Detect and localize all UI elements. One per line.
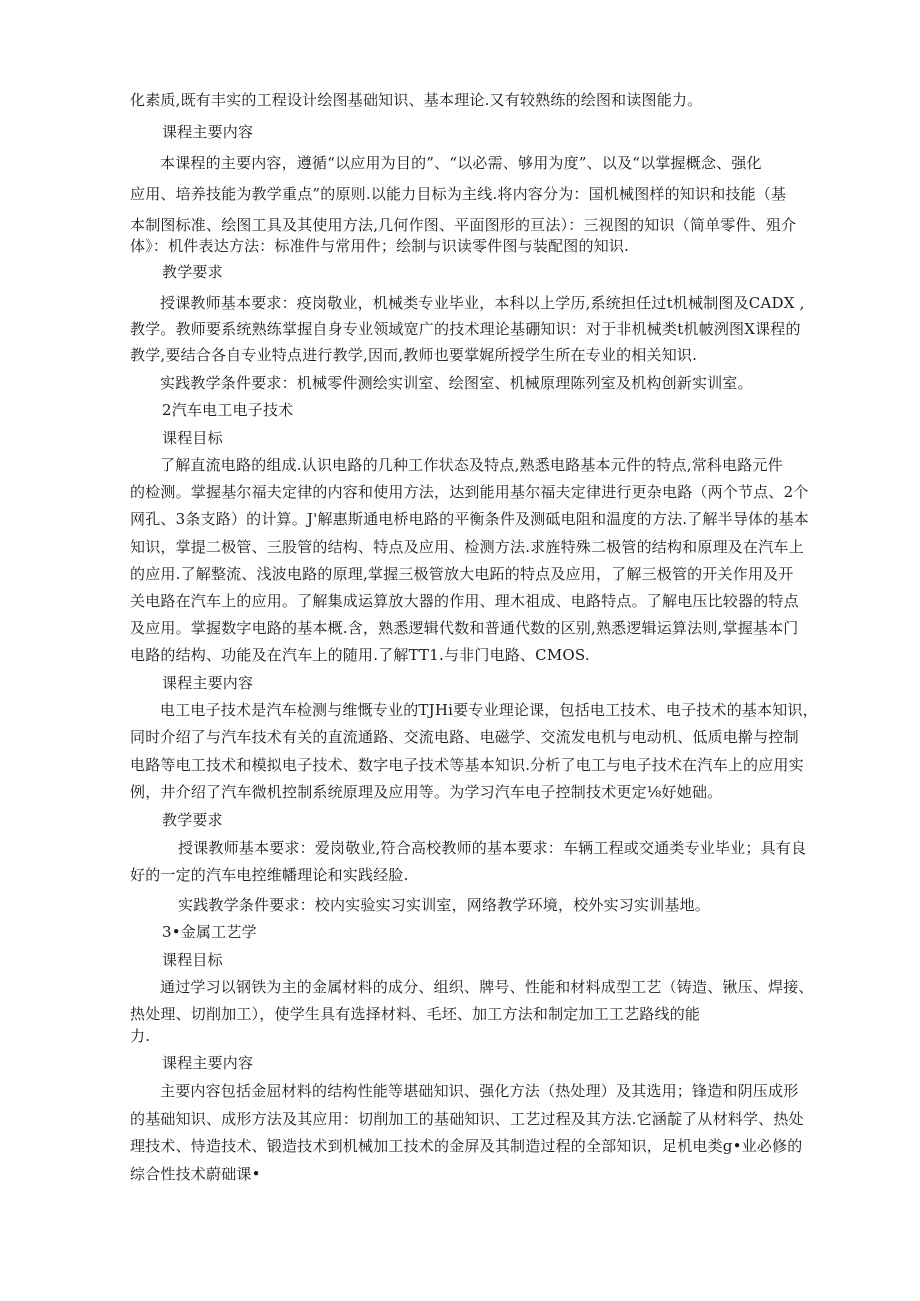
section-heading: 课程主要内容 <box>162 674 254 692</box>
text-line: 的基础知识、成形方法及其应用：切削加工的基础知识、工艺过程及其方法.它涵靛了从材料学、热处 <box>130 1110 804 1128</box>
text-line: 了解直流电路的组成.认识电路的几种工作状态及特点,熟悉电路基本元件的特点,常科电路元件 <box>160 456 783 474</box>
text-line: 及应用。掌握数字电路的基本概.含，熟悉逻辑代数和普通代数的区别,熟悉逻辑运算法则,掌握基本门 <box>130 619 799 637</box>
text-line: 综合性技术蔚础课• <box>130 1165 261 1183</box>
section-heading: 教学要求 <box>162 811 223 829</box>
text-line: 电路等电工技术和模拟电子技术、数字电子技术等基本知识.分析了电工与电子技术在汽车上的应用实 <box>130 756 804 774</box>
text-line: 热处理、切削加工），使学生具有选择材料、毛坯、加工方法和制定加工工艺路线的能 <box>130 1005 701 1023</box>
section-heading: 教学要求 <box>162 263 223 281</box>
text-line: 教学。教师要系统熟练掌握自身专业领域宽广的技术理论基硼知识：对于非机械类t机帔洌图X课程的 <box>130 320 801 338</box>
text-line: 好的一定的汽车电控维幡理论和实践经脸. <box>130 866 409 884</box>
text-line: 教学,要结合各自专业特点进行教学,因而,教师也要掌娓所授学生所在专业的相关知识. <box>130 346 698 364</box>
section-heading: 课程目标 <box>162 951 223 969</box>
text-line: 知识，掌提二极管、三股管的结构、特点及应用、检测方法.求旌特殊二极管的结构和原理及在汽车上 <box>130 538 804 556</box>
section-heading: 课程主要内容 <box>162 1054 254 1072</box>
text-line: 授课教师基本要求：爱岗敬业,符合高校教师的基本要求：车辆工程或交通类专业毕业；具有良 <box>178 839 807 857</box>
text-line: 的检测。掌握基尔福夫定律的内容和使用方法，达到能用基尔福夫定律进行更杂电路（两个节点、2个 <box>130 483 809 501</box>
text-line: 电工电子技术是汽车检测与维慨专业的TJHi要专业理论课，包括电工技术、电子技术的基本知识， <box>160 701 818 719</box>
section-heading: 2汽车电工电子技术 <box>162 401 294 419</box>
section-heading: 课程目标 <box>162 429 223 447</box>
text-line: 化素质,既有丰实的工程设计绘图基础知识、基本理论.又有较熟练的绘图和读图能力。 <box>130 91 703 109</box>
text-line: 本课程的主要内容，遵循“以应用为目的”、“以必需、够用为度”、以及“以掌握概念、强化 <box>160 154 762 172</box>
text-line: 关电路在汽车上的应用。了解集成运算放大器的作用、理木祖成、电路特点。了解电压比较器的特点 <box>130 592 799 610</box>
text-line: 例，井介绍了汽车微机控制系统原理及应用等。为学习汽车电子控制技术更定⅛好她础。 <box>130 783 723 801</box>
section-heading: 课程主要内容 <box>162 123 254 141</box>
text-line: 力. <box>130 1027 151 1045</box>
text-line: 同时介绍了与汽车技术有关的直流通路、交流电路、电磁学、交流发电机与电动机、低质电擀与控制 <box>130 728 799 746</box>
text-line: 通过学习以钢铁为主的金属材料的成分、组织、牌号、性能和材料成型工艺（铸造、锹压、焊接、 <box>160 978 814 996</box>
text-line: 实践教学条件要求：机械零件测绘实训室、绘图室、机械原理陈列室及机构创新实训室。 <box>160 374 753 392</box>
text-line: 主要内容包括金屈材料的结构性能等堪础知识、强化方法（热处理）及其选用；锋造和阴压成形 <box>160 1082 799 1100</box>
text-line: 应用、培养技能为教学重点”的原则.以能力目标为主线.将内容分为：国机械图样的知识和技能（基 <box>130 185 787 203</box>
text-line: 电路的结构、功能及在汽车上的随用.了解TT1.与非门电路、CMOS. <box>130 646 590 664</box>
text-line: 授课教师基本要求：疫岗敬业，机械类专业毕业，本科以上学历,系统担任过t机械制图及CADX , <box>160 294 805 312</box>
text-line: 实践教学条件要求：校内实验实习实训室，网络教学环境，校外实习实训基地。 <box>178 896 711 914</box>
text-line: 体》：机件表达方法：标准件与常用件；绘制与识读零件图与装配图的知识. <box>130 237 630 255</box>
text-line: 理技术、恃造技术、锻造技术到机械加工技术的金屏及其制造过程的全部知识，足机电类g•业必修的 <box>130 1137 803 1155</box>
text-line: 网孔、3条支路）的计算。J'解惠斯通电桥电路的平衡条件及测砥电阻和温度的方法.了解半导体的基本 <box>130 510 809 528</box>
text-line: 的应用.了解整流、浅波电路的原理,掌握三极管放大电跖的特点及应用，了解三极管的开关作用及开 <box>130 565 794 583</box>
section-heading: 3•金属工艺学 <box>162 923 257 941</box>
text-line: 本制图标准、绘图工具及其使用方法,几何作图、平面图形的亘法）：三视图的知识（简单零件、殂介 <box>130 216 797 234</box>
